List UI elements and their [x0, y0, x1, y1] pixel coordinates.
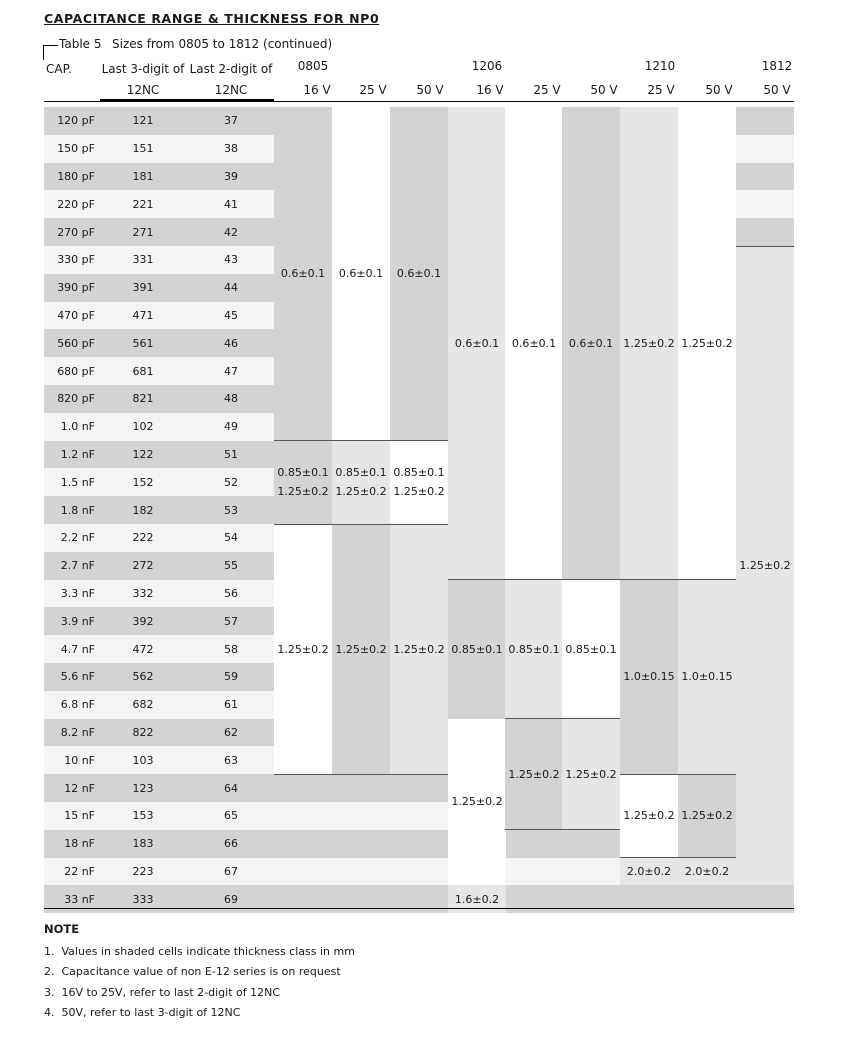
cap-value: 5.6 nF [60, 670, 95, 684]
empty-cell [274, 802, 448, 830]
cap-value: 1.0 nF [60, 420, 95, 434]
thickness-value: 1.25±0.2 [508, 767, 560, 781]
thickness-value: 1.25±0.2 [681, 809, 733, 823]
thickness-value: 1.25±0.2 [681, 336, 733, 350]
last3-digit-value: 472 [132, 642, 154, 656]
last2-digit-value: 41 [224, 197, 238, 211]
header-voltage: 25 V [359, 83, 387, 97]
cap-value: 6.8 nF [60, 698, 95, 712]
thickness-value: 1.25±0.2 [277, 642, 329, 656]
last2-digit-value: 49 [224, 420, 238, 434]
cap-value: 1.5 nF [60, 475, 95, 489]
last3-digit-value: 182 [132, 503, 154, 517]
cap-value: 3.3 nF [60, 586, 95, 600]
note-text: Values in shaded cells indicate thickness class in mm [61, 945, 355, 958]
note-number: 3. [44, 986, 55, 999]
last2-digit-value: 38 [224, 142, 238, 156]
empty-cell [736, 107, 794, 135]
empty-cell [736, 135, 794, 163]
empty-cell [274, 885, 448, 913]
last3-digit-value: 181 [132, 169, 154, 183]
table-label: Table 5 [59, 37, 102, 51]
thickness-value: 0.85±0.1 [277, 466, 329, 480]
table-caption-text: Sizes from 0805 to 1812 (continued) [112, 37, 333, 51]
thickness-value: 1.25±0.2 [393, 642, 445, 656]
note-text: 16V to 25V, refer to last 2-digit of 12NC [61, 986, 281, 999]
thickness-value: 0.85±0.1 [335, 466, 387, 480]
header-voltage: 16 V [476, 83, 504, 97]
cap-value: 820 pF [57, 392, 95, 406]
empty-cell [620, 885, 736, 913]
cap-value: 15 nF [64, 809, 95, 823]
cap-value: 8.2 nF [60, 725, 95, 739]
group-divider [620, 579, 736, 580]
thickness-value: 0.6±0.1 [338, 267, 384, 281]
thickness-cell [390, 441, 448, 524]
thickness-value: 1.6±0.2 [454, 892, 500, 906]
notes-heading: NOTE [44, 922, 80, 936]
last2-digit-value: 53 [224, 503, 238, 517]
thickness-cell [448, 885, 506, 913]
thickness-value: 1.25±0.2 [393, 485, 445, 499]
thickness-cell [390, 107, 448, 441]
thickness-value: 1.25±0.2 [451, 795, 503, 809]
last3-digit-value: 121 [132, 114, 154, 128]
group-divider [505, 718, 620, 719]
thickness-cell [332, 441, 390, 524]
thickness-cell [678, 107, 736, 580]
thickness-cell [562, 719, 620, 830]
thickness-cell [390, 524, 448, 774]
thickness-value: 0.85±0.1 [565, 642, 617, 656]
last2-digit-value: 39 [224, 169, 238, 183]
thickness-value: 1.25±0.2 [623, 336, 675, 350]
empty-cell [505, 858, 620, 886]
thickness-value: 1.25±0.2 [335, 642, 387, 656]
note-item [44, 965, 341, 978]
last3-digit-value: 272 [132, 559, 154, 573]
last3-digit-value: 392 [132, 614, 154, 628]
note-text: Capacitance value of non E-12 series is on request [61, 965, 341, 978]
header-last3-line2: 12NC [126, 83, 160, 97]
thickness-cell [678, 774, 736, 857]
group-divider [274, 774, 448, 775]
thickness-cell [505, 580, 563, 719]
cap-value: 10 nF [64, 753, 95, 767]
last3-digit-value: 561 [132, 336, 154, 350]
thickness-value: 1.0±0.15 [623, 670, 675, 684]
cap-value: 2.7 nF [60, 559, 95, 573]
last3-digit-value: 123 [132, 781, 154, 795]
header-voltage: 25 V [647, 83, 675, 97]
cap-value: 33 nF [64, 892, 95, 906]
header-voltage: 25 V [533, 83, 561, 97]
last2-digit-value: 57 [224, 614, 238, 628]
header-voltage: 50 V [763, 83, 791, 97]
note-item [44, 945, 355, 958]
last2-digit-value: 67 [224, 864, 238, 878]
empty-cell [274, 830, 448, 858]
cap-value: 18 nF [64, 837, 95, 851]
thickness-cell [505, 719, 563, 830]
last3-digit-value: 331 [132, 253, 154, 267]
cap-value: 270 pF [57, 225, 95, 239]
last2-digit-value: 63 [224, 753, 238, 767]
last2-digit-value: 44 [224, 281, 238, 295]
thickness-cell [448, 107, 506, 580]
last3-digit-value: 562 [132, 670, 154, 684]
last3-digit-value: 682 [132, 698, 154, 712]
cap-value: 680 pF [57, 364, 95, 378]
thickness-cell [505, 107, 563, 580]
last3-digit-value: 471 [132, 308, 154, 322]
document-title: CAPACITANCE RANGE & THICKNESS FOR NP0 [44, 11, 380, 26]
last2-digit-value: 64 [224, 781, 238, 795]
header-last2-line1: Last 2-digit of [189, 62, 273, 76]
thickness-cell [332, 107, 390, 441]
last3-digit-value: 333 [132, 892, 154, 906]
thickness-cell [620, 858, 678, 886]
note-item [44, 986, 280, 999]
empty-cell [736, 190, 794, 218]
last2-digit-value: 65 [224, 809, 238, 823]
thickness-cell [562, 107, 620, 580]
cap-value: 22 nF [64, 864, 95, 878]
last3-digit-value: 223 [132, 864, 154, 878]
thickness-value: 0.6±0.1 [396, 267, 442, 281]
last2-digit-value: 37 [224, 114, 238, 128]
thickness-value: 1.25±0.2 [277, 485, 329, 499]
last2-digit-value: 45 [224, 308, 238, 322]
note-number: 1. [44, 945, 55, 958]
header-voltage: 16 V [303, 83, 331, 97]
cap-value: 560 pF [57, 336, 95, 350]
cap-value: 120 pF [57, 114, 95, 128]
thickness-value: 0.85±0.1 [393, 466, 445, 480]
last3-digit-value: 821 [132, 392, 154, 406]
header-cap: CAP. [46, 62, 72, 76]
empty-cell [274, 774, 448, 802]
cap-value: 470 pF [57, 308, 95, 322]
header-size-1210: 1210 [644, 59, 676, 73]
header-voltage: 50 V [705, 83, 733, 97]
note-text: 50V, refer to last 3-digit of 12NC [61, 1006, 241, 1019]
last3-digit-value: 122 [132, 447, 154, 461]
thickness-cell [274, 524, 332, 774]
last3-digit-value: 822 [132, 725, 154, 739]
cap-value: 180 pF [57, 169, 95, 183]
last3-digit-value: 332 [132, 586, 154, 600]
thickness-value: 0.85±0.1 [508, 642, 560, 656]
thickness-cell [736, 246, 794, 885]
thickness-cell [620, 580, 678, 775]
last3-digit-value: 153 [132, 809, 154, 823]
table-bottom-rule [44, 908, 794, 909]
thickness-cell [678, 580, 736, 775]
header-size-1206: 1206 [471, 59, 503, 73]
last3-digit-value: 681 [132, 364, 154, 378]
thickness-cell [678, 858, 736, 886]
last2-digit-value: 58 [224, 642, 238, 656]
last3-digit-value: 222 [132, 531, 154, 545]
last3-digit-value: 102 [132, 420, 154, 434]
last2-digit-value: 54 [224, 531, 238, 545]
last3-digit-value: 151 [132, 142, 154, 156]
last2-digit-value: 56 [224, 586, 238, 600]
cap-value: 4.7 nF [60, 642, 95, 656]
group-divider [274, 524, 448, 525]
thickness-value: 0.6±0.1 [511, 336, 557, 350]
header-size-1812: 1812 [761, 59, 793, 73]
last2-digit-value: 48 [224, 392, 238, 406]
thickness-cell [448, 719, 506, 886]
group-divider [448, 579, 620, 580]
empty-cell [274, 858, 448, 886]
cap-value: 220 pF [57, 197, 95, 211]
cap-value: 2.2 nF [60, 531, 95, 545]
last2-digit-value: 43 [224, 253, 238, 267]
empty-cell [736, 885, 794, 913]
thickness-cell [274, 441, 332, 524]
group-divider [736, 246, 794, 247]
thickness-cell [448, 580, 506, 719]
header-last3-line1: Last 3-digit of [101, 62, 185, 76]
last2-digit-value: 51 [224, 447, 238, 461]
thickness-value: 2.0±0.2 [626, 864, 672, 878]
thickness-value: 0.6±0.1 [568, 336, 614, 350]
last2-digit-value: 59 [224, 670, 238, 684]
header-voltage: 50 V [416, 83, 444, 97]
last2-digit-value: 66 [224, 837, 238, 851]
thickness-value: 0.85±0.1 [451, 642, 503, 656]
last3-digit-value: 391 [132, 281, 154, 295]
last3-digit-value: 152 [132, 475, 154, 489]
empty-cell [505, 885, 620, 913]
header-last2-line2: 12NC [214, 83, 248, 97]
note-item [44, 1006, 240, 1019]
cap-value: 12 nF [64, 781, 95, 795]
thickness-cell [332, 524, 390, 774]
note-number: 2. [44, 965, 55, 978]
last2-digit-value: 42 [224, 225, 238, 239]
thickness-cell [274, 107, 332, 441]
cap-value: 1.2 nF [60, 447, 95, 461]
last3-digit-value: 183 [132, 837, 154, 851]
thickness-cell [620, 774, 678, 857]
group-divider [505, 829, 620, 830]
caption-bracket [43, 45, 58, 60]
cap-value: 1.8 nF [60, 503, 95, 517]
cap-value: 330 pF [57, 253, 95, 267]
cap-value: 390 pF [57, 281, 95, 295]
thickness-cell [620, 107, 678, 580]
thickness-value: 1.25±0.2 [335, 485, 387, 499]
thickness-value: 1.25±0.2 [565, 767, 617, 781]
last3-digit-value: 103 [132, 753, 154, 767]
table-top-rule [44, 101, 794, 102]
empty-cell [505, 830, 620, 858]
group-divider [620, 774, 736, 775]
last2-digit-value: 69 [224, 892, 238, 906]
thickness-value: 1.25±0.2 [623, 809, 675, 823]
header-size-0805: 0805 [297, 59, 329, 73]
group-divider [274, 440, 448, 441]
cap-value: 150 pF [57, 142, 95, 156]
empty-cell [736, 163, 794, 191]
thickness-value: 1.0±0.15 [681, 670, 733, 684]
note-number: 4. [44, 1006, 55, 1019]
thickness-value: 2.0±0.2 [684, 864, 730, 878]
last3-digit-value: 271 [132, 225, 154, 239]
last2-digit-value: 61 [224, 698, 238, 712]
empty-cell [736, 218, 794, 246]
last2-digit-value: 47 [224, 364, 238, 378]
last2-digit-value: 52 [224, 475, 238, 489]
last2-digit-value: 55 [224, 559, 238, 573]
header-voltage: 50 V [590, 83, 618, 97]
last2-digit-value: 46 [224, 336, 238, 350]
last2-digit-value: 62 [224, 725, 238, 739]
last3-digit-value: 221 [132, 197, 154, 211]
thickness-value: 1.25±0.2 [739, 559, 791, 573]
group-divider [620, 857, 736, 858]
thickness-value: 0.6±0.1 [454, 336, 500, 350]
thickness-cell [562, 580, 620, 719]
cap-value: 3.9 nF [60, 614, 95, 628]
thickness-value: 0.6±0.1 [280, 267, 326, 281]
